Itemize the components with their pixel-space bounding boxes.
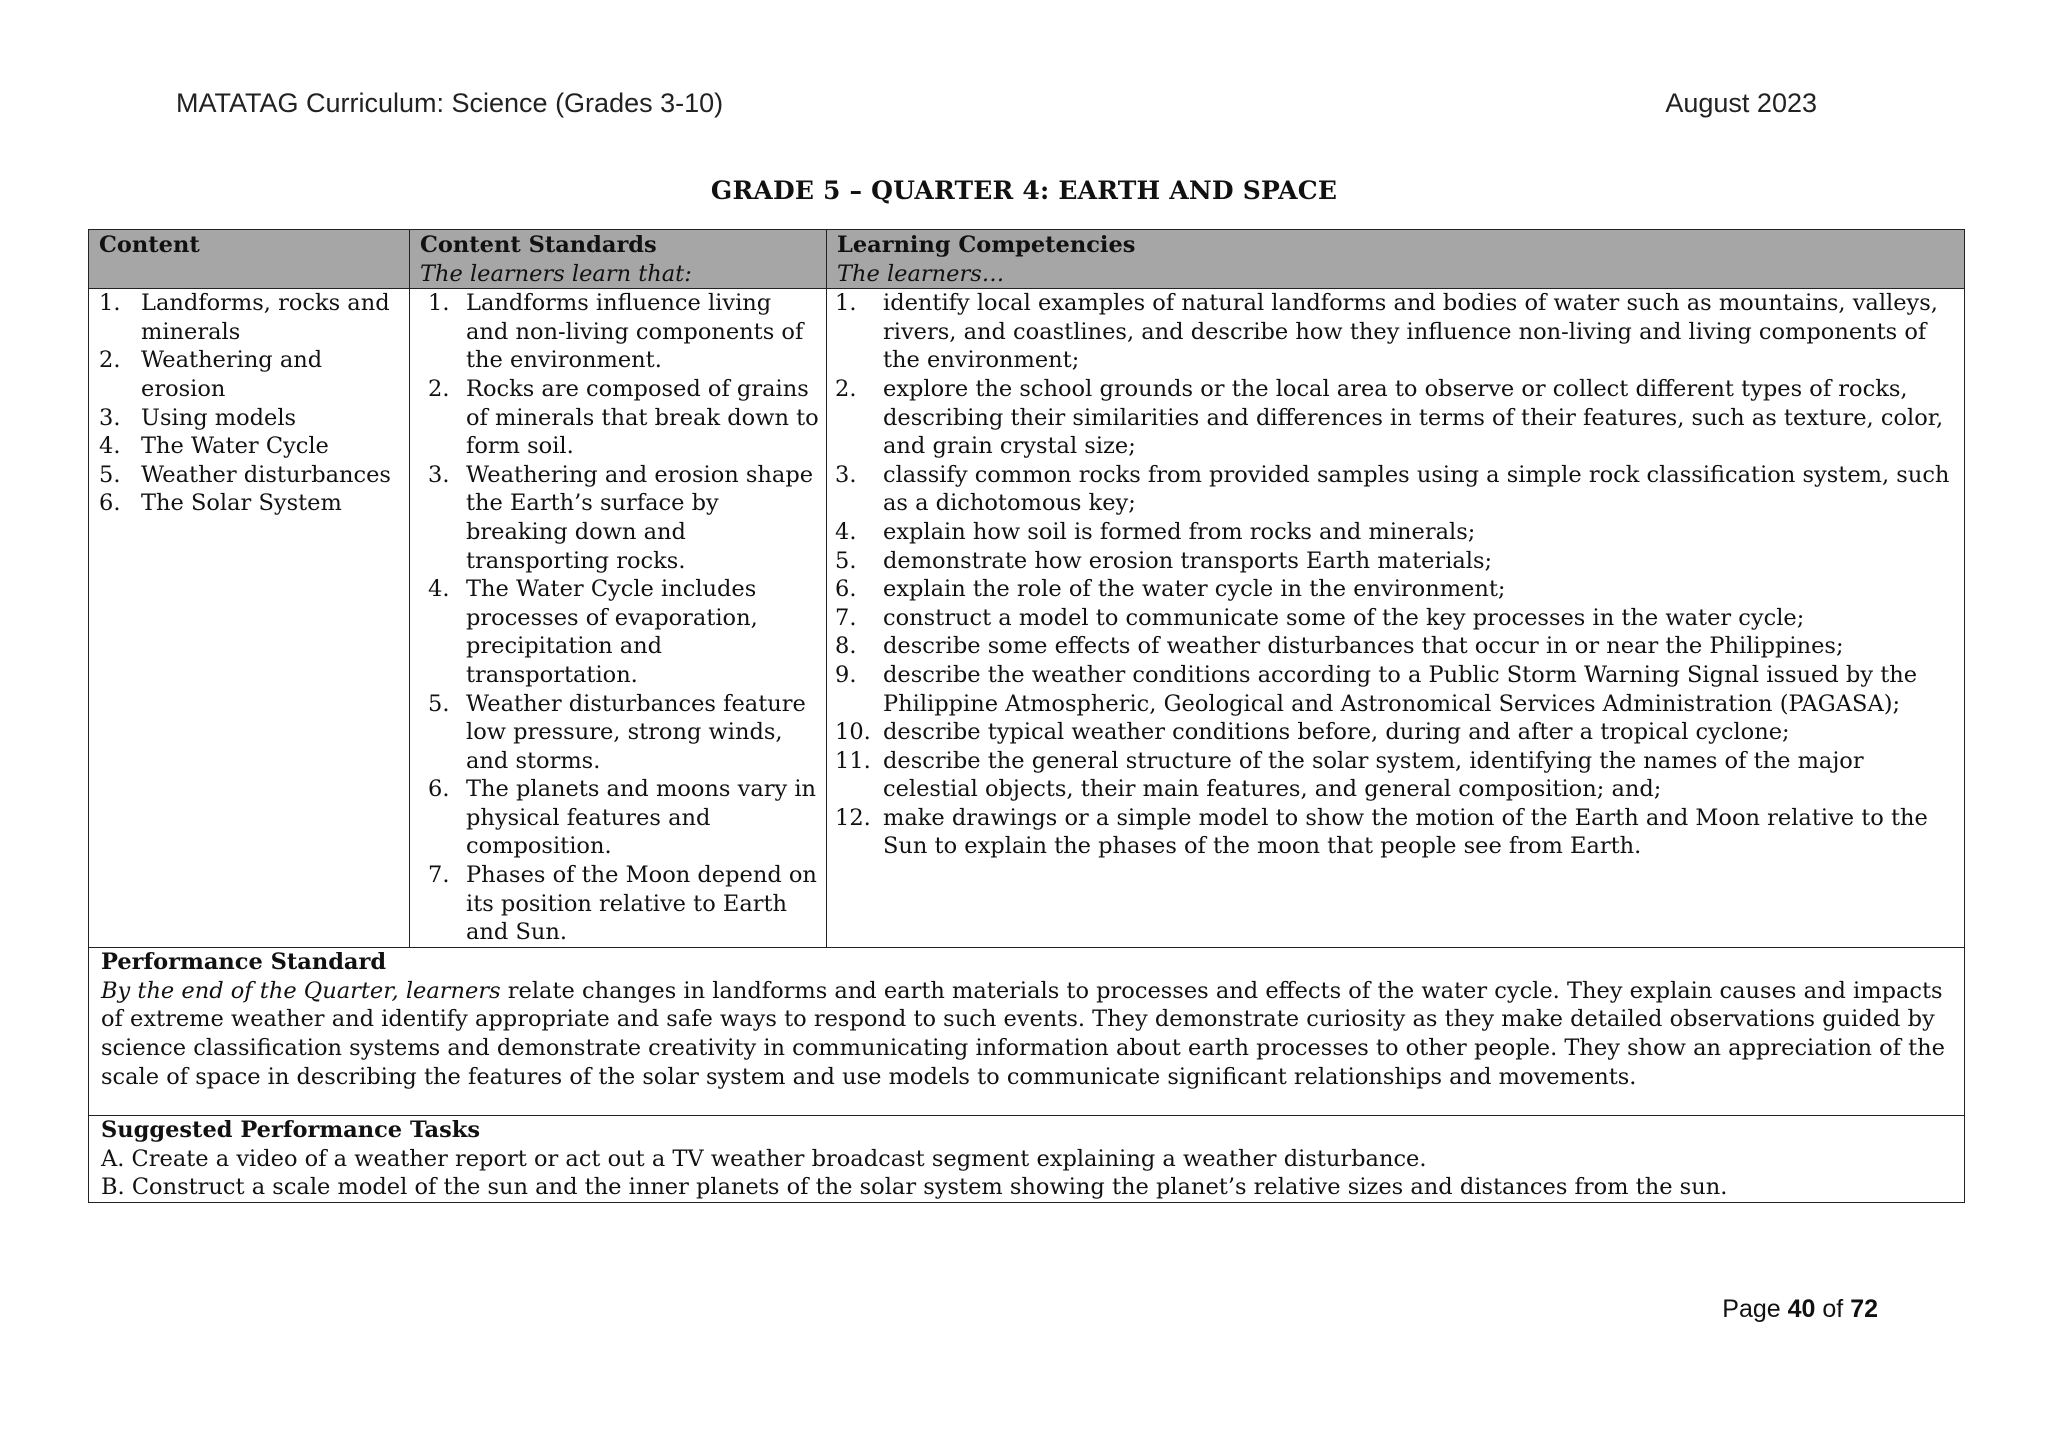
header-content-standards-label: Content Standards — [420, 232, 657, 258]
page-number: Page 40 of 72 — [1722, 1295, 1878, 1323]
performance-standard-label: Performance Standard — [101, 949, 387, 976]
content-item: 3. Using models — [99, 404, 297, 431]
competency-item: 11. describe the general structure of the solar system, identifying the names of the major celestial objects, their main features, and general composition; and; — [835, 747, 1864, 803]
competency-item: 9. describe the weather conditions according to a Public Storm Warning Signal issued by the Philippine Atmospheric, Geological and Astronomical Services Administration (PAGASA); — [835, 661, 1918, 717]
content-cell — [89, 289, 410, 948]
total-page-number: 72 — [1850, 1295, 1878, 1323]
performance-standard-row — [89, 948, 1965, 1116]
header-learning-competencies-sub: The learners… — [837, 260, 1005, 287]
competency-item: 12. make drawings or a simple model to show the motion of the Earth and Moon relative to the Sun to explain the phases of the moon that people see from Earth. — [835, 804, 1928, 860]
performance-standard-body: relate changes in landforms and earth materials to processes and effects of the water cycle. They explain causes and impacts of extreme weather and identify appropriate and safe ways to respond to such events. They demonstrate curiosity as they make detailed observations guided by science classification systems and demonstrate creativity in communicating information about earth processes to other people. They show an appreciation of the scale of space in describing the features of the solar system and use models to communicate significant relationships and movements. — [101, 977, 1945, 1090]
document-header-title: MATATAG Curriculum: Science (Grades 3-10) — [176, 88, 724, 118]
learning-competencies-cell — [827, 289, 1965, 948]
competency-item: 1. identify local examples of natural landforms and bodies of water such as mountains, valleys, rivers, and coastlines, and describe how they influence non-living and living components of the environment; — [835, 290, 1938, 374]
standard-item: 3. Weathering and erosion shape the Earth’s surface by breaking down and transporting rocks. — [428, 461, 814, 574]
header-content-label: Content — [99, 232, 200, 258]
table-body-row — [89, 289, 1965, 948]
header-learning-competencies-label: Learning Competencies — [837, 232, 1136, 258]
competency-item: 5. demonstrate how erosion transports Earth materials; — [835, 547, 1493, 574]
competency-item: 4. explain how soil is formed from rocks and minerals; — [835, 518, 1476, 545]
competency-item: 7. construct a model to communicate some of the key processes in the water cycle; — [835, 604, 1805, 631]
standard-item: 2. Rocks are composed of grains of minerals that break down to form soil. — [428, 375, 819, 460]
content-item: 5. Weather disturbances — [99, 461, 391, 488]
performance-standard-lead: By the end of the Quarter, learners — [101, 977, 501, 1004]
performance-standard-cell — [89, 948, 1965, 1116]
content-item: 1. Landforms, rocks and minerals — [99, 290, 390, 345]
document-header-date: August 2023 — [1665, 88, 1817, 118]
performance-task-item: A. Create a video of a weather report or act out a TV weather broadcast segment explaining a weather disturbance. — [101, 1145, 1427, 1172]
header-learning-competencies — [827, 230, 1965, 289]
standard-item: 6. The planets and moons vary in physical features and composition. — [428, 776, 817, 860]
standard-item: 1. Landforms influence living and non-living components of the environment. — [428, 290, 804, 374]
header-content — [89, 230, 410, 289]
page-title: GRADE 5 – QUARTER 4: EARTH AND SPACE — [710, 176, 1338, 205]
header-content-standards-sub: The learners learn that: — [420, 260, 692, 287]
standard-item: 5. Weather disturbances feature low pressure, strong winds, and storms. — [428, 690, 806, 774]
competency-item: 2. explore the school grounds or the local area to observe or collect different types of rocks, describing their similarities and differences in terms of their features, such as texture, color, and grain crystal size; — [835, 375, 1944, 460]
competency-item: 8. describe some effects of weather disturbances that occur in or near the Philippines; — [835, 633, 1844, 660]
performance-task-item: B. Construct a scale model of the sun and the inner planets of the solar system showing the planet’s relative sizes and distances from the sun. — [101, 1174, 1728, 1201]
competency-item: 3. classify common rocks from provided samples using a simple rock classification system, such as a dichotomous key; — [835, 461, 1950, 517]
performance-standard-text — [101, 977, 1952, 1091]
performance-tasks-label: Suggested Performance Tasks — [101, 1117, 481, 1144]
content-item: 4. The Water Cycle — [99, 433, 329, 460]
content-standards-cell — [410, 289, 827, 948]
standard-item: 7. Phases of the Moon depend on its position relative to Earth and Sun. — [428, 862, 817, 946]
content-item: 6. The Solar System — [99, 490, 342, 517]
curriculum-table — [88, 229, 1965, 1203]
content-list — [95, 289, 403, 518]
content-item: 2. Weathering and erosion — [99, 347, 323, 402]
content-standards-list — [416, 289, 820, 947]
competency-item: 10. describe typical weather conditions before, during and after a tropical cyclone; — [835, 719, 1790, 746]
performance-tasks-row — [89, 1116, 1965, 1203]
performance-tasks-cell — [89, 1116, 1965, 1203]
header-content-standards — [410, 230, 827, 289]
standard-item: 4. The Water Cycle includes processes of evaporation, precipitation and transportation. — [428, 576, 758, 688]
competency-item: 6. explain the role of the water cycle in the environment; — [835, 576, 1506, 603]
current-page-number: 40 — [1787, 1295, 1816, 1323]
table-header-row — [89, 230, 1965, 289]
learning-competencies-list — [833, 289, 1958, 861]
